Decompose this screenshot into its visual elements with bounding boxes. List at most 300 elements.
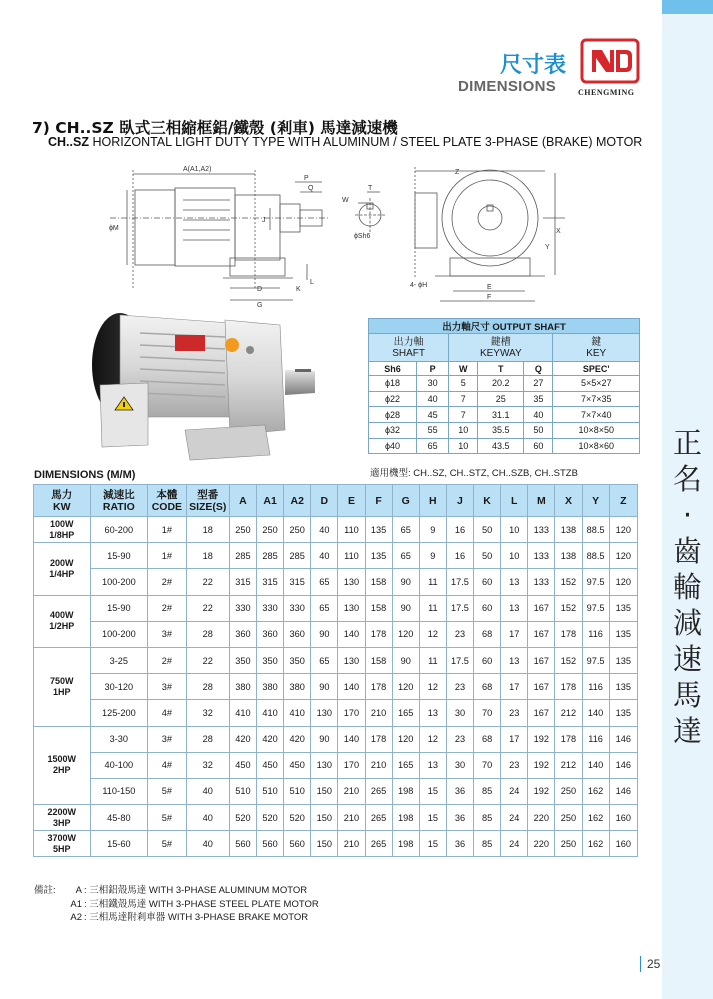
dim-cell: 167 (528, 595, 555, 621)
dim-cell: 110-150 (90, 778, 148, 804)
dim-cell: 167 (528, 621, 555, 647)
dim-cell: 15 (419, 831, 446, 857)
dim-cell: 520 (257, 805, 284, 831)
dim-cell: 165 (392, 700, 419, 726)
col-dim-g: G (392, 485, 419, 517)
label-f: F (487, 294, 492, 301)
dim-cell: 285 (257, 543, 284, 569)
dim-cell: 150 (311, 805, 338, 831)
dim-cell: 158 (365, 569, 392, 595)
section-heading-en (48, 135, 642, 149)
dim-cell: 13 (419, 752, 446, 778)
header-title-en: DIMENSIONS (458, 78, 557, 95)
dim-cell: 560 (229, 831, 256, 857)
shaft-cell: 10×8×50 (553, 423, 640, 439)
dim-cell: 360 (257, 621, 284, 647)
dim-cell: 138 (555, 517, 582, 543)
power-kw: 2200W (47, 806, 77, 817)
section-heading-cn: 7) CH..SZ 臥式三相縮框鋁/鐵殼 (剎車) 馬達減速機 (32, 119, 398, 137)
dim-cell: 162 (582, 805, 609, 831)
dim-cell: 22 (186, 569, 229, 595)
dim-cell: 146 (609, 778, 637, 804)
dim-cell: 120 (609, 569, 637, 595)
label-g: G (257, 302, 263, 309)
dim-cell: 133 (528, 517, 555, 543)
dim-cell: 560 (284, 831, 311, 857)
dim-cell: 146 (609, 752, 637, 778)
side-label-char: 齒 (672, 534, 702, 568)
dim-cell: 36 (446, 831, 473, 857)
power-cell (34, 831, 91, 857)
keyway-group-header (449, 334, 553, 362)
dim-cell: 11 (419, 647, 446, 673)
dim-cell: 60 (474, 647, 501, 673)
keyway-group-en: KEYWAY (479, 347, 522, 359)
shaft-cell: 45 (417, 407, 449, 423)
dim-cell: 60 (474, 595, 501, 621)
dim-cell: 100-200 (90, 569, 148, 595)
dim-cell: 28 (186, 621, 229, 647)
header-title-cn: 尺寸表 (500, 53, 567, 78)
dim-cell: 2# (148, 595, 186, 621)
dim-cell: 330 (229, 595, 256, 621)
dim-cell: 210 (365, 700, 392, 726)
dim-cell: 65 (392, 517, 419, 543)
dim-cell: 97.5 (582, 647, 609, 673)
dim-cell: 178 (555, 621, 582, 647)
dim-cell: 198 (392, 831, 419, 857)
dim-cell: 165 (392, 752, 419, 778)
dim-cell: 3# (148, 674, 186, 700)
dim-cell: 220 (528, 805, 555, 831)
dim-cell: 210 (365, 752, 392, 778)
side-label-char: 減 (672, 606, 702, 640)
dim-cell: 116 (582, 674, 609, 700)
dim-cell: 510 (284, 778, 311, 804)
dim-cell: 192 (528, 726, 555, 752)
shaft-section-drawing (340, 180, 400, 250)
power-cell (34, 726, 91, 805)
heading-model: CH..SZ (48, 135, 89, 149)
dim-cell: 15-90 (90, 543, 148, 569)
side-strip-cap (662, 0, 713, 14)
dim-cell: 23 (446, 621, 473, 647)
shaft-col-header: W (449, 362, 478, 376)
dim-cell: 380 (284, 674, 311, 700)
power-kw: 100W (50, 518, 74, 529)
dim-cell: 330 (284, 595, 311, 621)
dim-cell: 1# (148, 517, 186, 543)
table-row (34, 752, 638, 778)
power-kw: 750W (50, 675, 74, 686)
dim-cell: 350 (257, 647, 284, 673)
keyway-group-cn: 鍵槽 (490, 336, 511, 348)
dim-cell: 5# (148, 805, 186, 831)
label-y: Y (545, 244, 550, 251)
col-dim-y: Y (582, 485, 609, 517)
dim-cell: 32 (186, 700, 229, 726)
power-cell (34, 517, 91, 543)
dim-cell: 4# (148, 752, 186, 778)
table-row (34, 595, 638, 621)
dim-cell: 70 (474, 752, 501, 778)
dim-cell: 97.5 (582, 569, 609, 595)
output-shaft-table (368, 318, 640, 454)
dim-cell: 170 (338, 700, 365, 726)
table-row (34, 517, 638, 543)
dim-cell: 17.5 (446, 569, 473, 595)
dim-cell: 65 (392, 543, 419, 569)
dim-cell: 152 (555, 595, 582, 621)
col-size-cn: 型番 (197, 488, 219, 501)
dim-cell: 23 (446, 674, 473, 700)
shaft-col-header: T (478, 362, 524, 376)
dim-cell: 130 (311, 752, 338, 778)
dim-cell: 152 (555, 647, 582, 673)
table-row (34, 621, 638, 647)
shaft-cell: ϕ18 (369, 376, 417, 392)
dim-cell: 120 (609, 517, 637, 543)
dim-cell: 15 (419, 778, 446, 804)
key-group-en: KEY (586, 347, 607, 359)
table-row (34, 778, 638, 804)
table-row (34, 700, 638, 726)
shaft-table-title: 出力軸尺寸 OUTPUT SHAFT (369, 319, 640, 334)
dim-cell: 158 (365, 647, 392, 673)
dim-cell: 140 (582, 752, 609, 778)
dim-cell: 45-80 (90, 805, 148, 831)
dim-cell: 40 (311, 517, 338, 543)
dim-cell: 360 (284, 621, 311, 647)
shaft-cell: 40 (417, 391, 449, 407)
dim-cell: 90 (392, 595, 419, 621)
dim-cell: 68 (474, 674, 501, 700)
shaft-table-row (369, 407, 640, 423)
dim-cell: 110 (338, 517, 365, 543)
power-kw: 200W (50, 557, 74, 568)
dim-cell: 23 (501, 752, 528, 778)
dim-cell: 250 (555, 778, 582, 804)
dim-cell: 130 (311, 700, 338, 726)
side-label-char: 輪 (672, 570, 702, 604)
dim-cell: 178 (365, 621, 392, 647)
dim-cell: 68 (474, 621, 501, 647)
dim-cell: 10 (501, 543, 528, 569)
dim-cell: 16 (446, 543, 473, 569)
dim-cell: 24 (501, 778, 528, 804)
shaft-cell: ϕ22 (369, 391, 417, 407)
dim-cell: 380 (229, 674, 256, 700)
dim-cell: 420 (257, 726, 284, 752)
power-hp: 1/8HP (49, 529, 75, 540)
dim-cell: 140 (338, 674, 365, 700)
dim-cell: 60-200 (90, 517, 148, 543)
label-t: T (368, 185, 373, 192)
dim-cell: 315 (284, 569, 311, 595)
dim-cell: 120 (392, 621, 419, 647)
dim-cell: 11 (419, 595, 446, 621)
shaft-table-row (369, 438, 640, 454)
shaft-cell: 10 (449, 438, 478, 454)
dim-cell: 250 (555, 805, 582, 831)
label-w: W (342, 197, 349, 204)
brand-logo-icon (580, 38, 640, 84)
power-hp: 1/2HP (49, 621, 75, 632)
dim-cell: 198 (392, 805, 419, 831)
table-row (34, 543, 638, 569)
dim-cell: 85 (474, 778, 501, 804)
shaft-cell: 20.2 (478, 376, 524, 392)
label-l: L (310, 279, 314, 286)
note-key: A2 (70, 912, 82, 923)
col-dim-e: E (338, 485, 365, 517)
dim-cell: 285 (229, 543, 256, 569)
dim-cell: 18 (186, 517, 229, 543)
power-cell (34, 805, 91, 831)
power-hp: 2HP (53, 765, 71, 776)
dim-cell: 12 (419, 726, 446, 752)
dim-cell: 90 (392, 569, 419, 595)
col-size-en: SIZE(S) (189, 500, 227, 513)
dim-cell: 135 (609, 647, 637, 673)
dim-cell: 167 (528, 674, 555, 700)
col-dim-a1: A1 (257, 485, 284, 517)
col-dim-k: K (474, 485, 501, 517)
label-p: P (304, 175, 309, 182)
dim-cell: 120 (392, 674, 419, 700)
dim-cell: 330 (257, 595, 284, 621)
dim-cell: 420 (229, 726, 256, 752)
table-row (34, 831, 638, 857)
dim-cell: 13 (501, 595, 528, 621)
dim-cell: 23 (501, 700, 528, 726)
dim-cell: 450 (257, 752, 284, 778)
notes (34, 884, 319, 925)
shaft-cell: 31.1 (478, 407, 524, 423)
shaft-table-row (369, 391, 640, 407)
dim-cell: 12 (419, 674, 446, 700)
shaft-cell: 10×8×60 (553, 438, 640, 454)
note-label (34, 911, 64, 925)
dim-cell: 2# (148, 647, 186, 673)
dim-cell: 560 (257, 831, 284, 857)
dim-cell: 135 (609, 595, 637, 621)
shaft-cell: ϕ32 (369, 423, 417, 439)
dim-cell: 17 (501, 621, 528, 647)
dim-cell: 9 (419, 543, 446, 569)
label-k: K (296, 286, 301, 293)
col-dim-h: H (419, 485, 446, 517)
dimensions-table (33, 484, 638, 857)
dim-cell: 85 (474, 805, 501, 831)
dim-cell: 162 (582, 778, 609, 804)
dim-cell: 167 (528, 700, 555, 726)
dim-cell: 178 (365, 674, 392, 700)
logo-text: CHENGMING (578, 88, 635, 97)
dim-cell: 65 (311, 647, 338, 673)
dim-cell: 198 (392, 778, 419, 804)
shaft-cell: 55 (417, 423, 449, 439)
dim-cell: 178 (555, 726, 582, 752)
col-ratio-en: RATIO (102, 500, 135, 513)
dim-cell: 40 (186, 778, 229, 804)
side-label-char: 名 (672, 462, 702, 496)
shaft-group-header (369, 334, 449, 362)
note-row (34, 898, 319, 912)
side-label-char: 達 (672, 714, 702, 748)
side-label-char: 速 (672, 642, 702, 676)
dim-cell: 13 (501, 569, 528, 595)
dim-cell: 2# (148, 569, 186, 595)
dim-cell: 28 (186, 726, 229, 752)
shaft-col-header: Sh6 (369, 362, 417, 376)
dim-cell: 315 (229, 569, 256, 595)
dim-cell: 40-100 (90, 752, 148, 778)
dim-cell: 50 (474, 543, 501, 569)
col-code-en: CODE (151, 500, 183, 513)
dim-cell: 135 (609, 674, 637, 700)
dim-cell: 116 (582, 726, 609, 752)
shaft-group-en: SHAFT (392, 347, 425, 359)
side-label-char: 正 (672, 426, 702, 460)
dim-cell: 16 (446, 517, 473, 543)
dim-cell: 60 (474, 569, 501, 595)
table-row (34, 726, 638, 752)
dim-cell: 150 (311, 778, 338, 804)
shaft-cell: 40 (524, 407, 553, 423)
dim-cell: 18 (186, 543, 229, 569)
dim-cell: 36 (446, 778, 473, 804)
dim-cell: 1# (148, 543, 186, 569)
shaft-col-header: SPEC' (553, 362, 640, 376)
dim-cell: 160 (609, 805, 637, 831)
dim-cell: 116 (582, 621, 609, 647)
dim-cell: 40 (186, 831, 229, 857)
dim-cell: 158 (365, 595, 392, 621)
dim-cell: 3# (148, 621, 186, 647)
note-key: A (75, 885, 82, 896)
dim-cell: 220 (528, 831, 555, 857)
note-text: : 三相鋁殼馬達 WITH 3-PHASE ALUMINUM MOTOR (84, 885, 308, 896)
dim-cell: 410 (284, 700, 311, 726)
dim-cell: 285 (284, 543, 311, 569)
label-e: E (487, 284, 492, 291)
label-d: D (257, 286, 263, 293)
dim-cell: 40 (186, 805, 229, 831)
shaft-group-cn: 出力軸 (393, 336, 424, 348)
power-hp: 3HP (53, 817, 71, 828)
shaft-table-row (369, 376, 640, 392)
table-row (34, 569, 638, 595)
label-q: Q (308, 185, 314, 192)
dim-cell: 15-90 (90, 595, 148, 621)
dim-cell: 12 (419, 621, 446, 647)
shaft-cell: 27 (524, 376, 553, 392)
col-code-cn: 本體 (156, 488, 178, 501)
dim-cell: 210 (338, 778, 365, 804)
label-x: X (556, 228, 561, 235)
label-phi-h: 4- ϕH (410, 282, 428, 289)
key-group-cn: 鍵 (591, 336, 602, 348)
table-row (34, 674, 638, 700)
dim-cell: 135 (609, 700, 637, 726)
label-phi-m: ϕM (109, 225, 119, 232)
dim-cell: 22 (186, 647, 229, 673)
dim-cell: 15-60 (90, 831, 148, 857)
shaft-cell: ϕ28 (369, 407, 417, 423)
dim-cell: 88.5 (582, 517, 609, 543)
dim-cell: 4# (148, 700, 186, 726)
dim-cell: 17 (501, 726, 528, 752)
shaft-cell: 35.5 (478, 423, 524, 439)
dim-cell: 17.5 (446, 647, 473, 673)
dim-cell: 178 (365, 726, 392, 752)
table-row (34, 647, 638, 673)
dim-cell: 50 (474, 517, 501, 543)
col-power (34, 485, 91, 517)
dim-cell: 15 (419, 805, 446, 831)
dim-cell: 170 (338, 752, 365, 778)
dim-cell: 22 (186, 595, 229, 621)
dim-cell: 135 (609, 621, 637, 647)
dim-cell: 146 (609, 726, 637, 752)
shaft-col-header: Q (524, 362, 553, 376)
shaft-cell: 35 (524, 391, 553, 407)
dim-cell: 65 (311, 569, 338, 595)
col-ratio-cn: 減速比 (103, 488, 135, 501)
dim-cell: 40 (311, 543, 338, 569)
dim-cell: 32 (186, 752, 229, 778)
shaft-cell: 43.5 (478, 438, 524, 454)
dim-cell: 13 (501, 647, 528, 673)
dim-cell: 178 (555, 674, 582, 700)
dim-cell: 30 (446, 752, 473, 778)
side-label-char: · (682, 498, 693, 532)
dim-cell: 97.5 (582, 595, 609, 621)
shaft-cell: 7×7×35 (553, 391, 640, 407)
col-dim-f: F (365, 485, 392, 517)
shaft-cell: 50 (524, 423, 553, 439)
col-size (186, 485, 229, 517)
shaft-cell: 5 (449, 376, 478, 392)
dim-cell: 140 (338, 726, 365, 752)
power-kw: 3700W (47, 832, 77, 843)
dim-cell: 10 (501, 517, 528, 543)
col-dim-a2: A2 (284, 485, 311, 517)
front-view-drawing (405, 163, 575, 308)
note-text: : 三相鐵殼馬達 WITH 3-PHASE STEEL PLATE MOTOR (84, 898, 319, 910)
col-power-cn: 馬力 (51, 488, 73, 501)
power-cell (34, 595, 91, 647)
shaft-cell: 7 (449, 391, 478, 407)
note-label: 備註: (34, 885, 56, 896)
table-row (34, 805, 638, 831)
dim-cell: 192 (528, 778, 555, 804)
dim-cell: 510 (257, 778, 284, 804)
dim-cell: 140 (338, 621, 365, 647)
dim-cell: 17 (501, 674, 528, 700)
dim-cell: 5# (148, 831, 186, 857)
dim-cell: 192 (528, 752, 555, 778)
dim-cell: 150 (311, 831, 338, 857)
dim-cell: 88.5 (582, 543, 609, 569)
power-hp: 1HP (53, 686, 71, 697)
key-group-header (553, 334, 640, 362)
note-key: A1 (70, 898, 82, 910)
dim-cell: 90 (311, 726, 338, 752)
shaft-col-header: P (417, 362, 449, 376)
side-view-drawing (105, 160, 335, 310)
